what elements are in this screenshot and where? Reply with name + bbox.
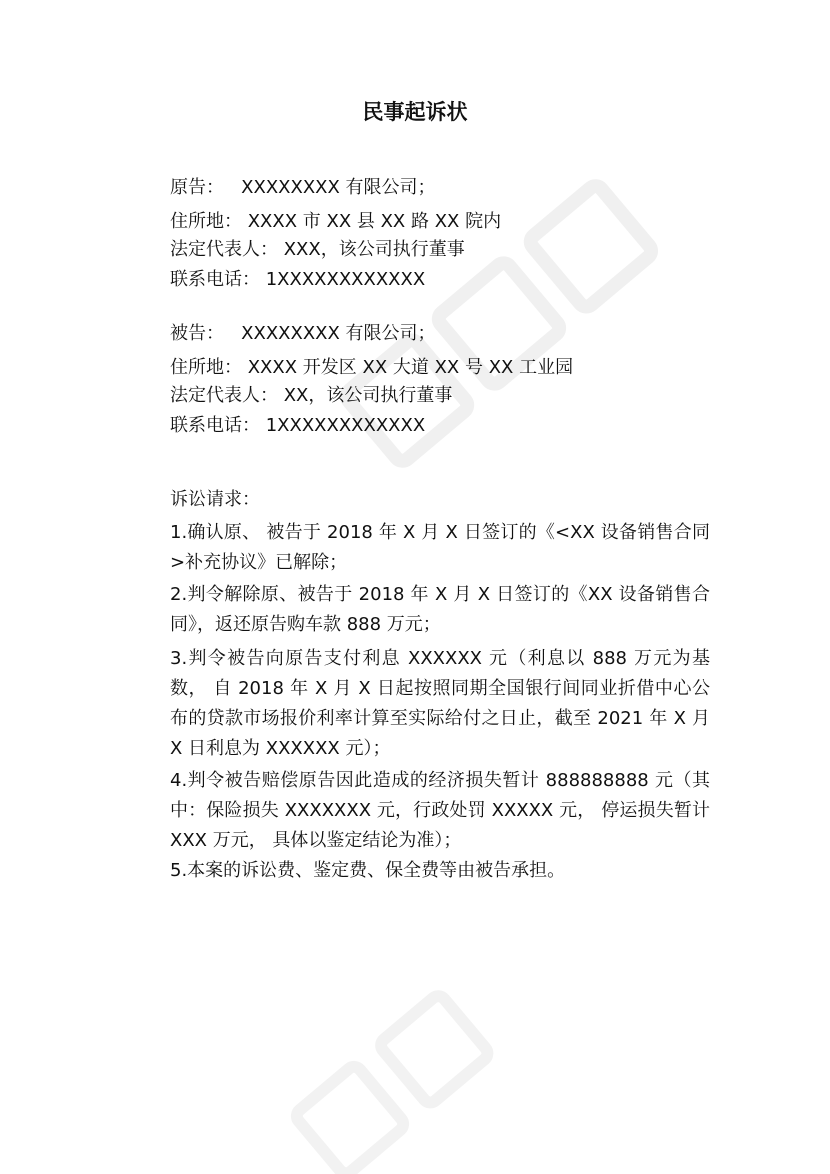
plaintiff-label: 原告： xyxy=(170,177,224,198)
claim-item: 3.判令被告向原告支付利息 XXXXXX 元（利息以 888 万元为基数， 自 2018 年 X 月 X 日起按照同期全国银行间同业折借中心公布的贷款市场报价利率计算至实际给付之日止，截至 2021 年 X 月 X 日利息为 XXXXXX 元）； xyxy=(170,648,710,759)
defendant-label: 被告： xyxy=(170,323,224,344)
defendant-name: XXXXXXXX 有限公司； xyxy=(241,323,436,344)
claim-item: 4.判令被告赔偿原告因此造成的经济损失暂计 888888888 元（其中：保险损失 XXXXXXX 元，行政处罚 XXXXX 元， 停运损失暂计 XXX 万元， 具体以鉴定结论为准）； xyxy=(170,770,710,851)
plaintiff-phone: 联系电话： 1XXXXXXXXXXXX xyxy=(170,269,426,290)
document-title: 民事起诉状 xyxy=(362,99,468,124)
claims-heading: 诉讼请求： xyxy=(170,489,260,510)
defendant-phone: 联系电话： 1XXXXXXXXXXXX xyxy=(170,415,426,436)
defendant-line xyxy=(170,322,436,346)
plaintiff-address: 住所地： XXXX 市 XX 县 XX 路 XX 院内 xyxy=(170,211,502,232)
claim-item: 1.确认原、 被告于 2018 年 X 月 X 日签订的《<XX 设备销售合同>补充协议》已解除； xyxy=(170,522,710,573)
plaintiff-line xyxy=(170,176,436,200)
claim-item: 2.判令解除原、被告于 2018 年 X 月 X 日签订的《XX 设备销售合同》，返还原告购车款 888 万元； xyxy=(170,584,710,635)
defendant-address: 住所地： XXXX 开发区 XX 大道 XX 号 XX 工业园 xyxy=(170,357,574,378)
defendant-representative: 法定代表人： XX，该公司执行董事 xyxy=(170,385,453,406)
claim-item: 5.本案的诉讼费、鉴定费、保全费等由被告承担。 xyxy=(170,860,566,881)
plaintiff-representative: 法定代表人： XXX，该公司执行董事 xyxy=(170,239,465,260)
plaintiff-name: XXXXXXXX 有限公司； xyxy=(241,177,436,198)
